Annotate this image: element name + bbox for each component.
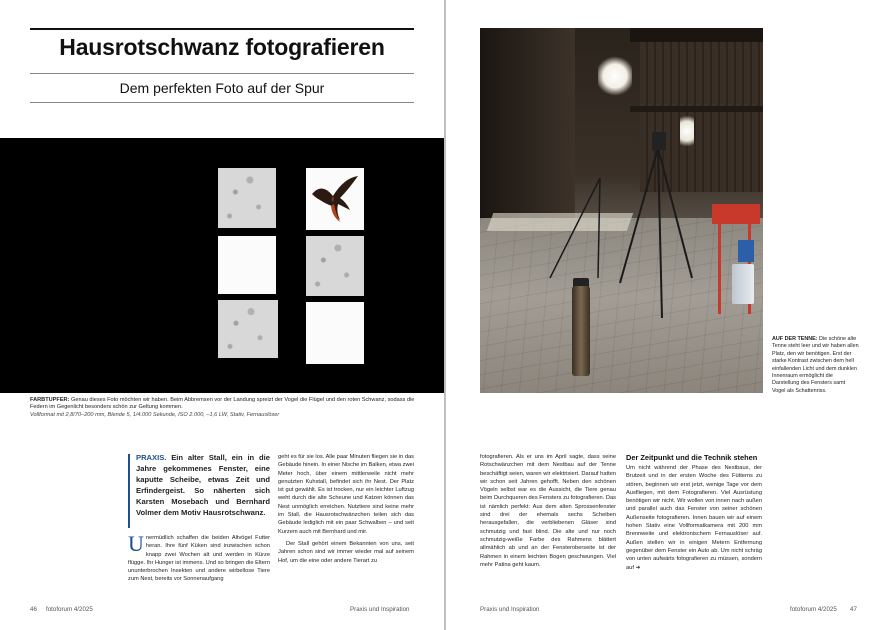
red-bin [712, 204, 760, 224]
barn-caption-label: AUF DER TENNE: [772, 336, 818, 342]
body-col3-paragraph: fotografieren. Als er uns im April sagte, dass seine Rotschwänzchen mit dem Nestbau auf der Tenne beschäftigt seien, waren wir elektrisiert. Darauf hatten wir schon seit Jahren gehofft. Neben den schönen Vögeln selbst war es die Aussicht, die Tiere genau beim Durchqueren des Fensters zu fotografieren. Das ist nämlich perfekt: Aus dem alten Sprossenfenster sind drei der ehemals sechs Scheiben herausgefallen, die verbliebenen Gläser sind schmutzig und fast blind. Die alte und nur noch schmutzig-weiße Farbe des Rahmens blättert allmählich ab und an der Fensteroberseite ist der Rahmen in einem leichten Bogen geschwungen. Viel mehr Patina geht kaum. [480, 454, 616, 568]
body-column-3 [480, 453, 616, 573]
barn-caption-text: Die schöne alte Tenne steht leer und wir haben allen Platz, den wir benötigen. Erst der starke Kontrast zwischen dem hell einfallenden Licht und dem dunklen Innenraum ermöglicht die Darstellung des Fensters samt Vogel als Schattenriss. [772, 336, 859, 394]
footer-left-page-number: 46 [30, 606, 37, 613]
footer-right-section: Praxis und Inspiration [480, 606, 540, 613]
body-column-2 [278, 453, 414, 569]
body-col1-paragraph: nermüdlich schaffen die beiden Altvögel Futter heran. Ihre fünf Küken sind inzwischen schon knapp zwei Wochen alt und werden in Kürze flügge. Ihr Hunger ist immens. Und so bringen die Eltern ununterbrochen Insekten und andere wirbellose Tiere zum Nest, bereits vor Sonnenaufgang [128, 535, 270, 583]
intro-accent-bar [128, 454, 130, 528]
drop-cap: U [128, 531, 144, 556]
redstart-bird-silhouette [306, 168, 364, 230]
window-pane-top-left [218, 168, 276, 228]
red-bin-leg-left [718, 224, 721, 314]
hero-caption-label: FARBTUPFER: [30, 397, 70, 403]
intro-kicker: PRAXIS. [136, 453, 167, 462]
footer-left-section: Praxis und Inspiration [350, 606, 410, 613]
article-title: Hausrotschwanz fotografieren [59, 34, 385, 60]
intro-paragraph [136, 452, 270, 518]
metal-bucket [732, 264, 754, 304]
hero-caption-tech: Vollformat mit 2,8/70–200 mm, Blende 5, 1/4.000 Sekunde, ISO 2.000, –1,6 LW, Stativ, Fernauslöser [30, 411, 280, 418]
intro-text: Ein alter Stall, ein in die Jahre gekommenes Fenster, eine kaputte Scheibe, etwas Zeit und Erfindergeist. So näherten sich Karsten Mosebach und Bernhard Volmer dem Motiv Hausrotschwanz. [136, 453, 270, 517]
barn-photo-tripod-setup [480, 28, 763, 393]
hero-photo-window-bird [0, 138, 444, 393]
title-rule-middle [30, 73, 414, 74]
left-page [0, 0, 444, 630]
footer-left-magazine: fotoforum 4/2025 [46, 606, 93, 613]
footer-right-page-number: 47 [850, 606, 857, 613]
right-page [446, 0, 890, 630]
continue-arrow-icon: ➜ [635, 564, 641, 571]
section-heading: Der Zeitpunkt und die Technik stehen [626, 453, 758, 462]
telephoto-lens [572, 286, 590, 376]
subtitle-rule-bottom [30, 102, 414, 103]
body-col2-paragraph-2: Der Stall gehört einem Bekannten von uns, seit Jahren schon sind wir immer wieder mal auf seinem Hof, um die eine oder andere Tierart zu [278, 540, 414, 564]
window-pane-bottom-right [306, 302, 364, 364]
title-rule-top [30, 28, 414, 30]
window-pane-middle-left [218, 236, 276, 294]
article-subtitle: Dem perfekten Foto auf der Spur [119, 80, 325, 96]
window-pane-middle-right [306, 236, 364, 296]
window-pane-bottom-left [218, 300, 278, 358]
footer-right-magazine: fotoforum 4/2025 [790, 606, 837, 613]
body-column-1 [128, 531, 270, 588]
barn-caption [772, 336, 860, 395]
hero-caption-text: Genau dieses Foto möchten wir haben. Beim Abbremsen vor der Landung spreizt der Vogel die Flügel und den roten Schwanz, sodass die Federn im Gegenlicht besonders schön zur Geltung kommen. [30, 397, 415, 411]
hero-caption [30, 397, 430, 419]
body-col2-paragraph-1: geht es für sie los. Alle paar Minuten fliegen sie in das Gebäude hinein. In einer Nische im Balken, etwa zwei Meter hoch, über einem mittlerweile nicht mehr genutzten Kuhstall, befindet sich ihr Nest. Der Platz ist gut gewählt. Es ist trocken, nur ein leichter Luftzug weht durch die alte Scheune und Katzen können das Nest unmöglich erreichen. Nutztiere sind keine mehr im Stall, die Hausrotschwänzchen teilen sich das Gebäude lediglich mit ein paar Schwalben – und seit Kurzem auch mit Bernhard und mir. [278, 454, 414, 535]
body-column-4 [626, 453, 762, 576]
blue-container [738, 240, 754, 262]
body-col4-paragraph: Um nicht während der Phase des Nestbaus, der Brutzeit und in der ersten Woche des Fütterns zu stören, beginnen wir erst jetzt, wenige Tage vor dem Ausfliegen, mit dem Fotografieren. Viel Ausrüstung benötigen wir nicht. Wir wollen von innen nach außen und parallel auch das Fenster von seiner schönen Außenseite fotografieren. Innen bauen wir auf einem hohen Stativ eine Vollformatkamera mit 200 mm Brennweite und elektronischem Fernauslöser auf. Außen stellen wir in einigen Metern Entfernung gegenüber dem Fenster ein Auto ab. Um nicht schräg von unten aufwärts fotografieren zu müssen, sondern auf [626, 465, 762, 571]
